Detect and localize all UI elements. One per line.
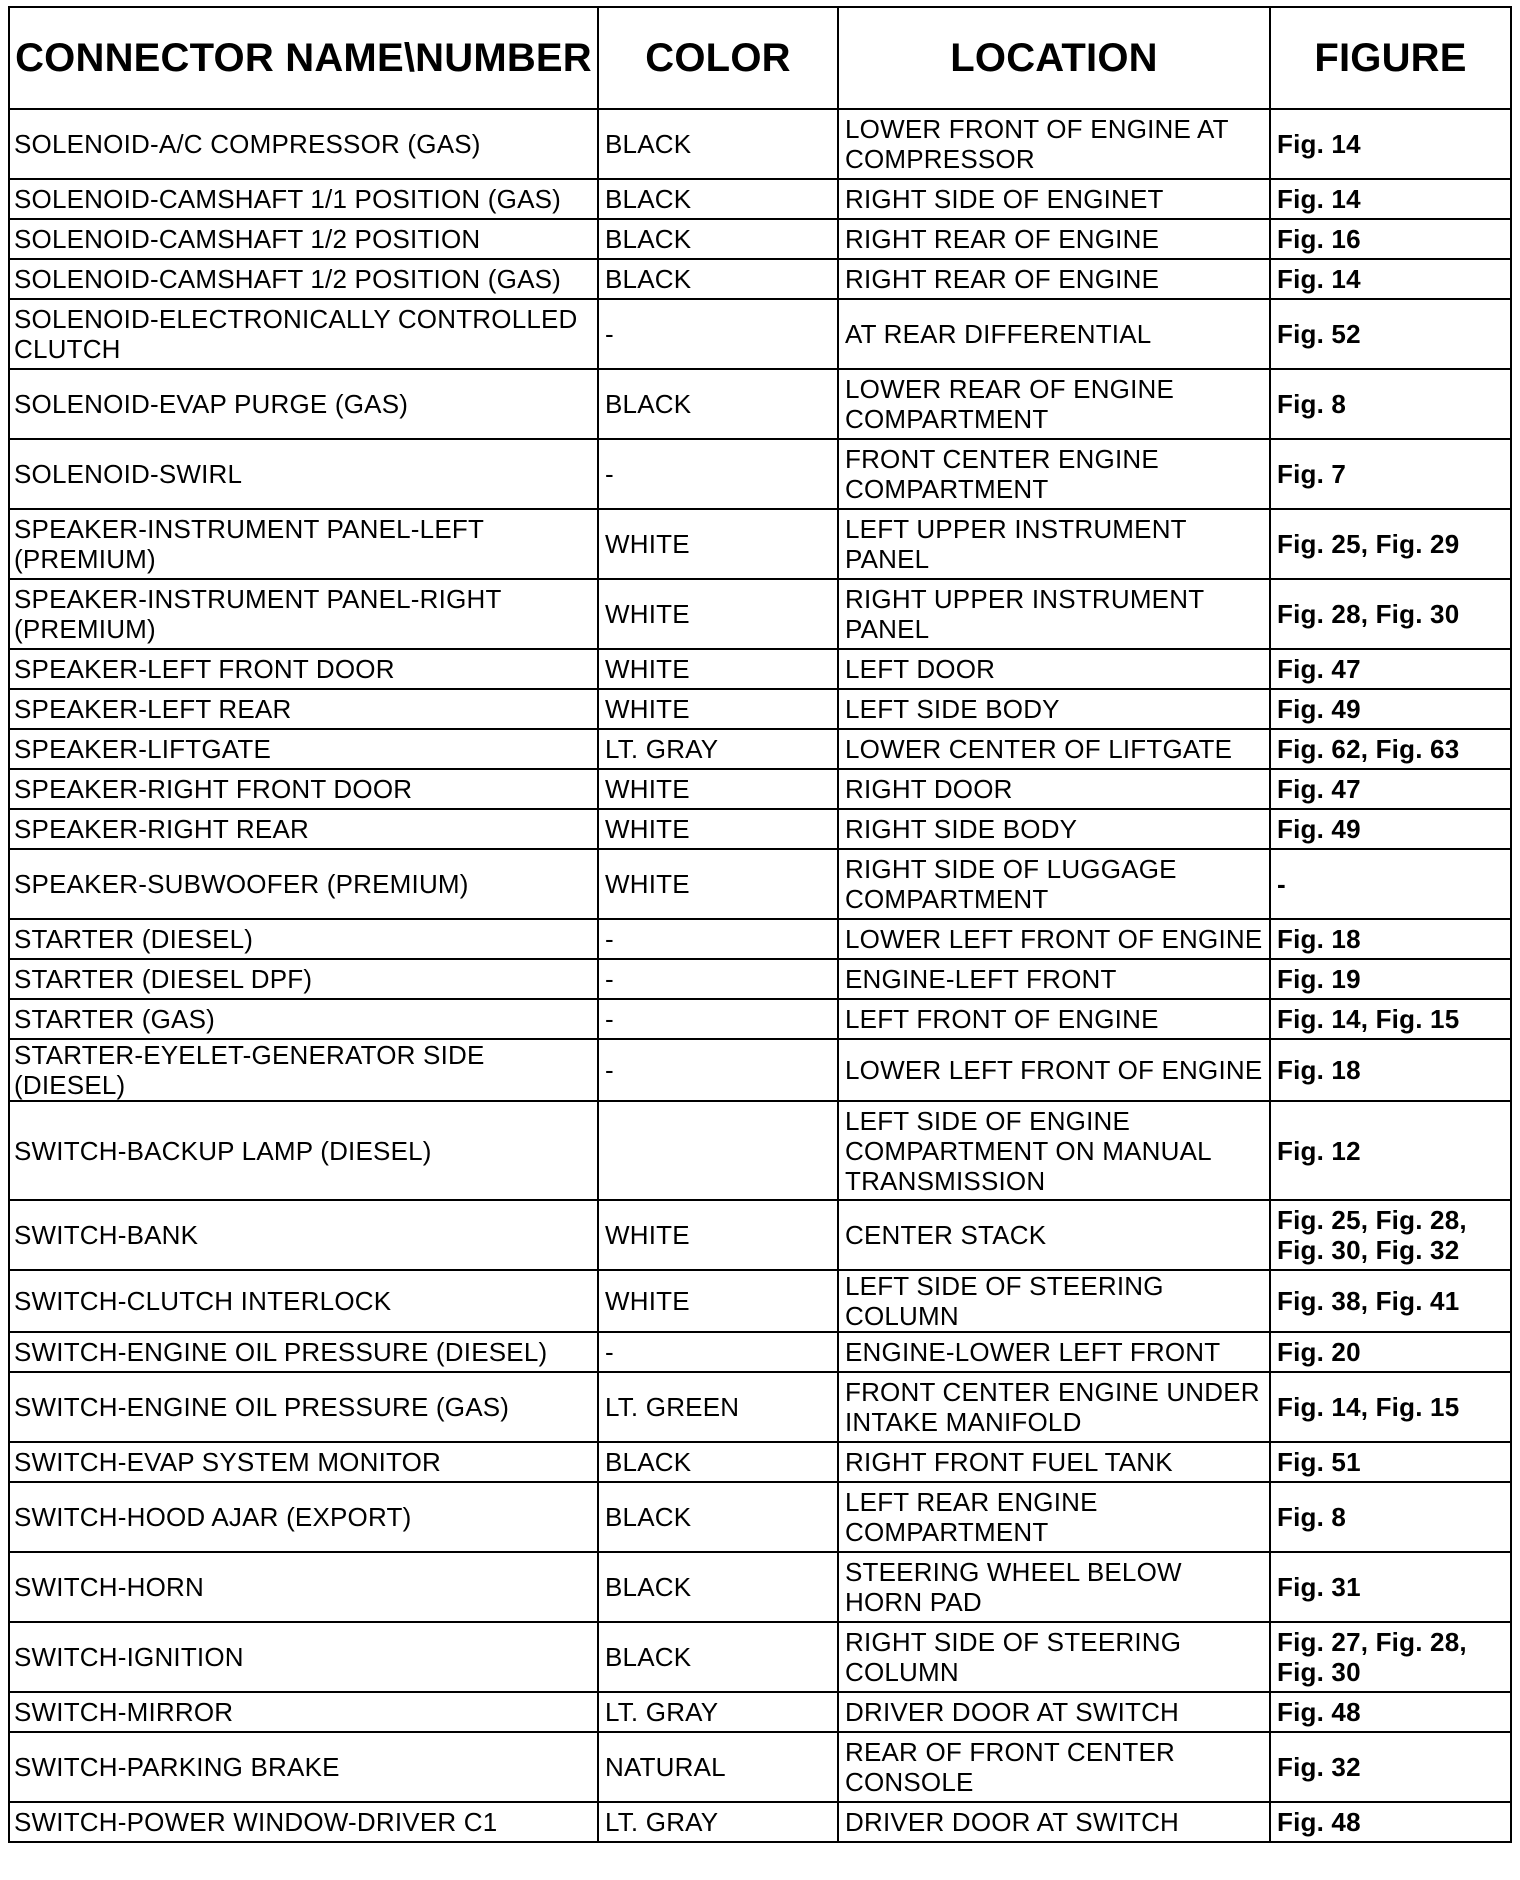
table-row: [9, 999, 1511, 1039]
color-cell: WHITE: [598, 1270, 838, 1332]
color-cell: BLACK: [598, 1622, 838, 1692]
table-row: [9, 1372, 1511, 1442]
color-cell: WHITE: [598, 689, 838, 729]
connector-name-cell: SOLENOID-ELECTRONICALLY CONTROLLED CLUTCH: [9, 299, 598, 369]
color-cell: WHITE: [598, 579, 838, 649]
figure-cell: Fig. 18: [1270, 1039, 1511, 1101]
header-color: COLOR: [598, 7, 838, 109]
color-cell: BLACK: [598, 259, 838, 299]
connector-name-cell: STARTER (GAS): [9, 999, 598, 1039]
color-cell: LT. GRAY: [598, 1802, 838, 1842]
location-cell: LEFT SIDE OF ENGINE COMPARTMENT ON MANUAL TRANSMISSION: [838, 1101, 1270, 1200]
connector-name-cell: SOLENOID-SWIRL: [9, 439, 598, 509]
color-cell: WHITE: [598, 769, 838, 809]
color-cell: BLACK: [598, 219, 838, 259]
table-row: [9, 509, 1511, 579]
location-cell: LOWER REAR OF ENGINE COMPARTMENT: [838, 369, 1270, 439]
location-cell: RIGHT DOOR: [838, 769, 1270, 809]
table-row: [9, 369, 1511, 439]
color-cell: BLACK: [598, 109, 838, 179]
color-cell: -: [598, 299, 838, 369]
location-cell: LEFT UPPER INSTRUMENT PANEL: [838, 509, 1270, 579]
connector-name-cell: SWITCH-MIRROR: [9, 1692, 598, 1732]
figure-cell: Fig. 8: [1270, 369, 1511, 439]
color-cell: -: [598, 919, 838, 959]
header-location: LOCATION: [838, 7, 1270, 109]
location-cell: CENTER STACK: [838, 1200, 1270, 1270]
table-row: [9, 689, 1511, 729]
figure-cell: Fig. 47: [1270, 649, 1511, 689]
location-cell: REAR OF FRONT CENTER CONSOLE: [838, 1732, 1270, 1802]
table-row: [9, 109, 1511, 179]
figure-cell: Fig. 48: [1270, 1692, 1511, 1732]
connector-name-cell: SWITCH-IGNITION: [9, 1622, 598, 1692]
color-cell: NATURAL: [598, 1732, 838, 1802]
location-cell: RIGHT REAR OF ENGINE: [838, 259, 1270, 299]
figure-cell: Fig. 12: [1270, 1101, 1511, 1200]
table-row: [9, 259, 1511, 299]
connector-name-cell: SPEAKER-INSTRUMENT PANEL-RIGHT (PREMIUM): [9, 579, 598, 649]
location-cell: LEFT SIDE BODY: [838, 689, 1270, 729]
figure-cell: Fig. 51: [1270, 1442, 1511, 1482]
location-cell: LEFT DOOR: [838, 649, 1270, 689]
location-cell: LEFT REAR ENGINE COMPARTMENT: [838, 1482, 1270, 1552]
location-cell: DRIVER DOOR AT SWITCH: [838, 1692, 1270, 1732]
figure-cell: Fig. 7: [1270, 439, 1511, 509]
table-row: [9, 649, 1511, 689]
location-cell: RIGHT SIDE OF ENGINET: [838, 179, 1270, 219]
figure-cell: Fig. 25, Fig. 28, Fig. 30, Fig. 32: [1270, 1200, 1511, 1270]
figure-cell: Fig. 32: [1270, 1732, 1511, 1802]
color-cell: WHITE: [598, 649, 838, 689]
location-cell: RIGHT REAR OF ENGINE: [838, 219, 1270, 259]
figure-cell: Fig. 19: [1270, 959, 1511, 999]
table-row: [9, 1732, 1511, 1802]
figure-cell: Fig. 18: [1270, 919, 1511, 959]
figure-cell: Fig. 14: [1270, 259, 1511, 299]
location-cell: FRONT CENTER ENGINE COMPARTMENT: [838, 439, 1270, 509]
table-row: [9, 1552, 1511, 1622]
connector-name-cell: SWITCH-ENGINE OIL PRESSURE (DIESEL): [9, 1332, 598, 1372]
connector-name-cell: SOLENOID-CAMSHAFT 1/2 POSITION (GAS): [9, 259, 598, 299]
connector-name-cell: SWITCH-EVAP SYSTEM MONITOR: [9, 1442, 598, 1482]
table-row: [9, 1270, 1511, 1332]
table-row: [9, 1101, 1511, 1200]
table-row: [9, 919, 1511, 959]
location-cell: LOWER LEFT FRONT OF ENGINE: [838, 919, 1270, 959]
location-cell: LOWER FRONT OF ENGINE AT COMPRESSOR: [838, 109, 1270, 179]
table-row: [9, 439, 1511, 509]
figure-cell: Fig. 27, Fig. 28, Fig. 30: [1270, 1622, 1511, 1692]
connector-name-cell: STARTER (DIESEL): [9, 919, 598, 959]
figure-cell: Fig. 38, Fig. 41: [1270, 1270, 1511, 1332]
figure-cell: Fig. 14: [1270, 179, 1511, 219]
location-cell: STEERING WHEEL BELOW HORN PAD: [838, 1552, 1270, 1622]
connector-name-cell: SPEAKER-INSTRUMENT PANEL-LEFT (PREMIUM): [9, 509, 598, 579]
figure-cell: Fig. 47: [1270, 769, 1511, 809]
color-cell: [598, 1101, 838, 1200]
location-cell: RIGHT UPPER INSTRUMENT PANEL: [838, 579, 1270, 649]
connector-table: [8, 6, 1512, 1843]
color-cell: WHITE: [598, 809, 838, 849]
table-row: [9, 179, 1511, 219]
header-connector-name: CONNECTOR NAME\NUMBER: [9, 7, 598, 109]
table-row: [9, 769, 1511, 809]
figure-cell: Fig. 52: [1270, 299, 1511, 369]
figure-cell: Fig. 20: [1270, 1332, 1511, 1372]
table-row: [9, 1039, 1511, 1101]
connector-name-cell: SPEAKER-LEFT FRONT DOOR: [9, 649, 598, 689]
header-figure: FIGURE: [1270, 7, 1511, 109]
color-cell: BLACK: [598, 1482, 838, 1552]
color-cell: LT. GREEN: [598, 1372, 838, 1442]
location-cell: RIGHT SIDE OF LUGGAGE COMPARTMENT: [838, 849, 1270, 919]
location-cell: FRONT CENTER ENGINE UNDER INTAKE MANIFOLD: [838, 1372, 1270, 1442]
table-row: [9, 1802, 1511, 1842]
connector-name-cell: SOLENOID-A/C COMPRESSOR (GAS): [9, 109, 598, 179]
connector-name-cell: SOLENOID-CAMSHAFT 1/2 POSITION: [9, 219, 598, 259]
connector-name-cell: SPEAKER-LIFTGATE: [9, 729, 598, 769]
color-cell: BLACK: [598, 369, 838, 439]
figure-cell: Fig. 31: [1270, 1552, 1511, 1622]
table-row: [9, 219, 1511, 259]
table-row: [9, 959, 1511, 999]
location-cell: ENGINE-LOWER LEFT FRONT: [838, 1332, 1270, 1372]
table-row: [9, 299, 1511, 369]
connector-name-cell: SPEAKER-SUBWOOFER (PREMIUM): [9, 849, 598, 919]
figure-cell: Fig. 62, Fig. 63: [1270, 729, 1511, 769]
figure-cell: Fig. 16: [1270, 219, 1511, 259]
table-row: [9, 729, 1511, 769]
color-cell: -: [598, 1332, 838, 1372]
connector-name-cell: SPEAKER-RIGHT REAR: [9, 809, 598, 849]
figure-cell: Fig. 48: [1270, 1802, 1511, 1842]
location-cell: RIGHT SIDE OF STEERING COLUMN: [838, 1622, 1270, 1692]
table-row: [9, 809, 1511, 849]
location-cell: RIGHT FRONT FUEL TANK: [838, 1442, 1270, 1482]
location-cell: LEFT FRONT OF ENGINE: [838, 999, 1270, 1039]
table-row: [9, 1622, 1511, 1692]
table-row: [9, 579, 1511, 649]
table-row: [9, 1200, 1511, 1270]
table-row: [9, 849, 1511, 919]
header-row: [9, 7, 1511, 109]
location-cell: ENGINE-LEFT FRONT: [838, 959, 1270, 999]
color-cell: WHITE: [598, 1200, 838, 1270]
color-cell: -: [598, 959, 838, 999]
color-cell: WHITE: [598, 509, 838, 579]
connector-name-cell: STARTER-EYELET-GENERATOR SIDE (DIESEL): [9, 1039, 598, 1101]
connector-name-cell: SWITCH-POWER WINDOW-DRIVER C1: [9, 1802, 598, 1842]
color-cell: -: [598, 999, 838, 1039]
location-cell: LEFT SIDE OF STEERING COLUMN: [838, 1270, 1270, 1332]
location-cell: LOWER LEFT FRONT OF ENGINE: [838, 1039, 1270, 1101]
color-cell: -: [598, 1039, 838, 1101]
color-cell: BLACK: [598, 179, 838, 219]
connector-name-cell: SWITCH-BANK: [9, 1200, 598, 1270]
color-cell: LT. GRAY: [598, 729, 838, 769]
figure-cell: -: [1270, 849, 1511, 919]
figure-cell: Fig. 14: [1270, 109, 1511, 179]
table-row: [9, 1482, 1511, 1552]
connector-name-cell: STARTER (DIESEL DPF): [9, 959, 598, 999]
color-cell: LT. GRAY: [598, 1692, 838, 1732]
figure-cell: Fig. 14, Fig. 15: [1270, 999, 1511, 1039]
figure-cell: Fig. 49: [1270, 689, 1511, 729]
table-row: [9, 1692, 1511, 1732]
connector-name-cell: SWITCH-ENGINE OIL PRESSURE (GAS): [9, 1372, 598, 1442]
figure-cell: Fig. 8: [1270, 1482, 1511, 1552]
color-cell: WHITE: [598, 849, 838, 919]
table-row: [9, 1332, 1511, 1372]
table-row: [9, 1442, 1511, 1482]
connector-name-cell: SOLENOID-EVAP PURGE (GAS): [9, 369, 598, 439]
color-cell: BLACK: [598, 1552, 838, 1622]
figure-cell: Fig. 28, Fig. 30: [1270, 579, 1511, 649]
location-cell: AT REAR DIFFERENTIAL: [838, 299, 1270, 369]
connector-name-cell: SPEAKER-LEFT REAR: [9, 689, 598, 729]
connector-name-cell: SOLENOID-CAMSHAFT 1/1 POSITION (GAS): [9, 179, 598, 219]
figure-cell: Fig. 14, Fig. 15: [1270, 1372, 1511, 1442]
figure-cell: Fig. 25, Fig. 29: [1270, 509, 1511, 579]
location-cell: LOWER CENTER OF LIFTGATE: [838, 729, 1270, 769]
color-cell: BLACK: [598, 1442, 838, 1482]
location-cell: RIGHT SIDE BODY: [838, 809, 1270, 849]
figure-cell: Fig. 49: [1270, 809, 1511, 849]
connector-name-cell: SWITCH-CLUTCH INTERLOCK: [9, 1270, 598, 1332]
connector-name-cell: SWITCH-HOOD AJAR (EXPORT): [9, 1482, 598, 1552]
location-cell: DRIVER DOOR AT SWITCH: [838, 1802, 1270, 1842]
connector-name-cell: SWITCH-BACKUP LAMP (DIESEL): [9, 1101, 598, 1200]
connector-name-cell: SWITCH-PARKING BRAKE: [9, 1732, 598, 1802]
color-cell: -: [598, 439, 838, 509]
connector-name-cell: SPEAKER-RIGHT FRONT DOOR: [9, 769, 598, 809]
connector-name-cell: SWITCH-HORN: [9, 1552, 598, 1622]
